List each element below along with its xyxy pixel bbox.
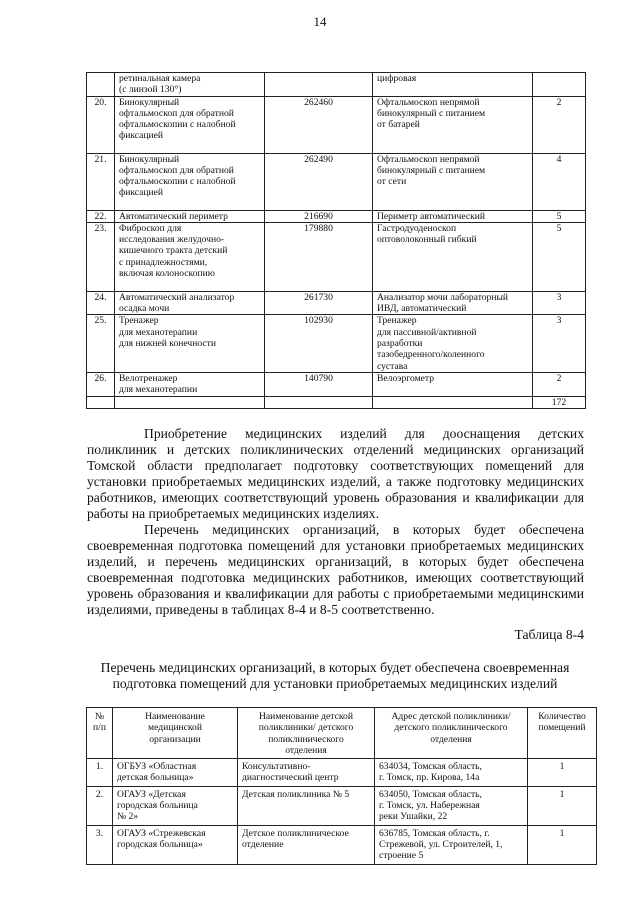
row-address: 634034, Томская область, г. Томск, пр. Кирова, 14а — [375, 759, 528, 787]
table-row — [87, 825, 597, 864]
row-quantity: 3 — [533, 291, 586, 315]
row-quantity: 1 — [528, 759, 597, 787]
header-org: Наименование медицинской организации — [113, 708, 238, 759]
row-type: цифровая — [373, 73, 533, 97]
row-name: Бинокулярный офтальмоскоп для обратной офтальмоскопии с налобной фиксацией — [115, 96, 265, 153]
header-qty: Количество помещений — [528, 708, 597, 759]
table-row — [87, 291, 586, 315]
header-num: № п/п — [87, 708, 113, 759]
table-row — [87, 372, 586, 396]
empty-cell — [115, 396, 265, 408]
row-quantity: 4 — [533, 153, 586, 210]
row-department: Детская поликлиника № 5 — [238, 786, 375, 825]
header-address: Адрес детской поликлиники/ детского поликлинического отделения — [375, 708, 528, 759]
row-type: Офтальмоскоп непрямой бинокулярный с питанием от батарей — [373, 96, 533, 153]
table-header-row — [87, 708, 597, 759]
row-quantity: 2 — [533, 372, 586, 396]
table-title: Перечень медицинских организаций, в которых будет обеспечена своевременная подготовка помещений для установки приобретаемых медицинских изделий — [100, 660, 570, 692]
row-name: Автоматический анализатор осадка мочи — [115, 291, 265, 315]
row-number: 23. — [87, 222, 115, 291]
row-code: 262460 — [265, 96, 373, 153]
row-department: Консультативно- диагностический центр — [238, 759, 375, 787]
table-row — [87, 315, 586, 372]
table-row — [87, 210, 586, 222]
empty-cell — [87, 396, 115, 408]
total-row — [87, 396, 586, 408]
table-row — [87, 759, 597, 787]
row-number: 21. — [87, 153, 115, 210]
row-type: Тренажер для пассивной/активной разработки тазобедренного/коленного сустава — [373, 315, 533, 372]
organizations-table — [86, 707, 597, 865]
row-number: 3. — [87, 825, 113, 864]
row-number: 20. — [87, 96, 115, 153]
row-name: Бинокулярный офтальмоскоп для обратной офтальмоскопии с налобной фиксацией — [115, 153, 265, 210]
row-number: 1. — [87, 759, 113, 787]
row-number: 2. — [87, 786, 113, 825]
equipment-table — [86, 72, 586, 409]
row-name: ретинальная камера (с линзой 130°) — [115, 73, 265, 97]
row-code: 102930 — [265, 315, 373, 372]
row-address: 636785, Томская область, г. Стрежевой, ул. Строителей, 1, строение 5 — [375, 825, 528, 864]
row-name: Велотренажер для механотерапии — [115, 372, 265, 396]
total-quantity: 172 — [533, 396, 586, 408]
row-quantity: 5 — [533, 210, 586, 222]
row-quantity: 2 — [533, 96, 586, 153]
row-code: 262490 — [265, 153, 373, 210]
row-quantity: 1 — [528, 825, 597, 864]
row-quantity: 3 — [533, 315, 586, 372]
row-quantity — [533, 73, 586, 97]
row-type: Офтальмоскоп непрямой бинокулярный с питанием от сети — [373, 153, 533, 210]
row-number: 25. — [87, 315, 115, 372]
row-type: Гастродуоденоскоп оптоволоконный гибкий — [373, 222, 533, 291]
row-code: 216690 — [265, 210, 373, 222]
header-dept: Наименование детской поликлиники/ детского поликлинического отделения — [238, 708, 375, 759]
paragraph-lists: Перечень медицинских организаций, в которых будет обеспечена своевременная подготовка помещений для установки приобретаемых медицинских изделий, и перечень медицинских организаций, в которых будет обеспечена своевременная подготовка медицинских работников, имеющих соответствующий уровень образования и квалификации для работы с приобретаемыми медицинскими изделиями, приведены в таблицах 8-4 и 8-5 соответственно. — [87, 522, 584, 618]
row-department: Детское поликлиническое отделение — [238, 825, 375, 864]
row-name: Тренажер для механотерапии для нижней конечности — [115, 315, 265, 372]
row-quantity: 5 — [533, 222, 586, 291]
row-code: 261730 — [265, 291, 373, 315]
row-number: 26. — [87, 372, 115, 396]
row-type: Анализатор мочи лабораторный ИВД, автоматический — [373, 291, 533, 315]
row-name: Автоматический периметр — [115, 210, 265, 222]
row-code: 179880 — [265, 222, 373, 291]
table-row — [87, 73, 586, 97]
row-code — [265, 73, 373, 97]
row-name: Фиброскоп для исследования желудочно- кишечного тракта детский с принадлежностями, включая колоноскопию — [115, 222, 265, 291]
row-organization: ОГАУЗ «Детская городская больница № 2» — [113, 786, 238, 825]
page-number: 14 — [313, 14, 327, 29]
empty-cell — [373, 396, 533, 408]
table-row — [87, 786, 597, 825]
paragraph-preparation: Приобретение медицинских изделий для дооснащения детских поликлиник и детских поликлинических отделений медицинских организаций Томской области предполагает подготовку соответствующих помещений для установки приобретаемых медицинских изделий, а также подготовку медицинских работников, имеющих соответствующий уровень образования и квалификации для работы на приобретаемых медицинских изделиях. — [87, 426, 584, 522]
row-organization: ОГБУЗ «Областная детская больница» — [113, 759, 238, 787]
row-number: 24. — [87, 291, 115, 315]
row-type: Велоэргометр — [373, 372, 533, 396]
row-code: 140790 — [265, 372, 373, 396]
row-number — [87, 73, 115, 97]
row-organization: ОГАУЗ «Стрежевская городская больница» — [113, 825, 238, 864]
table-row — [87, 96, 586, 153]
table-row — [87, 222, 586, 291]
row-type: Периметр автоматический — [373, 210, 533, 222]
table-row — [87, 153, 586, 210]
table-label: Таблица 8-4 — [514, 627, 584, 642]
row-address: 634050, Томская область, г. Томск, ул. Набережная реки Ушайки, 22 — [375, 786, 528, 825]
row-number: 22. — [87, 210, 115, 222]
empty-cell — [265, 396, 373, 408]
row-quantity: 1 — [528, 786, 597, 825]
